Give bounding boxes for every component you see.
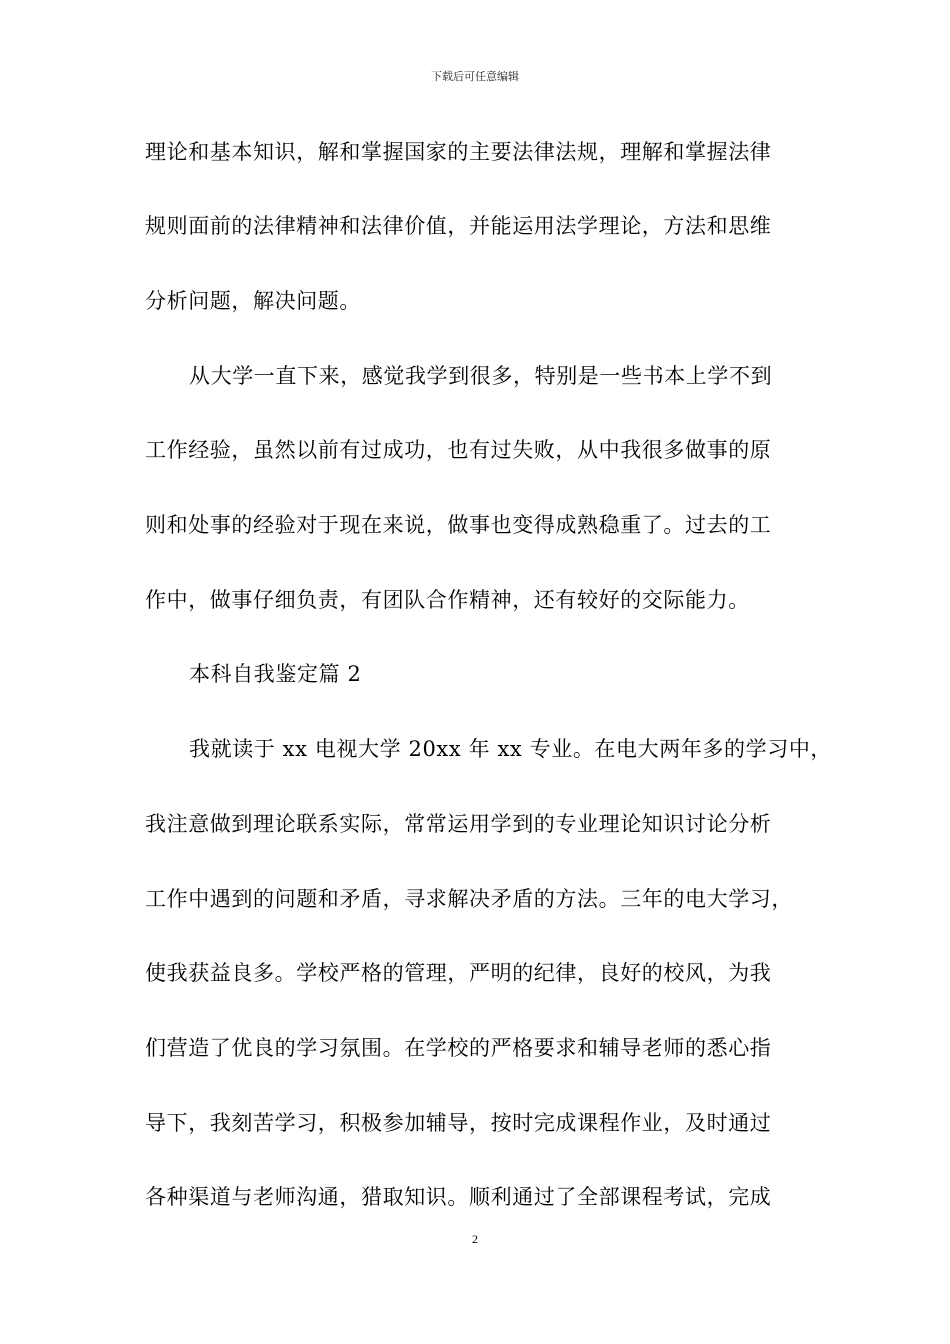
body-line: 导下，我刻苦学习，积极参加辅导，按时完成课程作业，及时通过 — [145, 1111, 772, 1135]
body-line: 使我获益良多。学校严格的管理，严明的纪律，良好的校风，为我 — [145, 961, 772, 985]
body-line: 我就读于 xx 电视大学 20xx 年 xx 专业。在电大两年多的学习中， — [189, 737, 833, 761]
body-line: 各种渠道与老师沟通，猎取知识。顺利通过了全部课程考试，完成 — [145, 1185, 772, 1209]
body-line: 工作中遇到的问题和矛盾，寻求解决矛盾的方法。三年的电大学习， — [145, 887, 793, 911]
page-number: 2 — [472, 1232, 478, 1246]
body-line: 则和处事的经验对于现在来说，做事也变得成熟稳重了。过去的工 — [145, 513, 772, 537]
section-heading: 本科自我鉴定篇 2 — [189, 662, 362, 686]
body-line: 规则面前的法律精神和法律价值，并能运用法学理论，方法和思维 — [145, 214, 772, 238]
body-line: 分析问题，解决问题。 — [145, 289, 361, 313]
body-line: 们营造了优良的学习氛围。在学校的严格要求和辅导老师的悉心指 — [145, 1036, 772, 1060]
body-line: 我注意做到理论联系实际，常常运用学到的专业理论知识讨论分析 — [145, 812, 772, 836]
body-line: 理论和基本知识，解和掌握国家的主要法律法规，理解和掌握法律 — [145, 140, 772, 164]
body-line: 从大学一直下来，感觉我学到很多，特别是一些书本上学不到 — [189, 364, 773, 388]
body-line: 作中，做事仔细负责，有团队合作精神，还有较好的交际能力。 — [145, 588, 750, 612]
body-line: 工作经验，虽然以前有过成功，也有过失败，从中我很多做事的原 — [145, 438, 772, 462]
header-note: 下载后可任意编辑 — [431, 70, 519, 83]
